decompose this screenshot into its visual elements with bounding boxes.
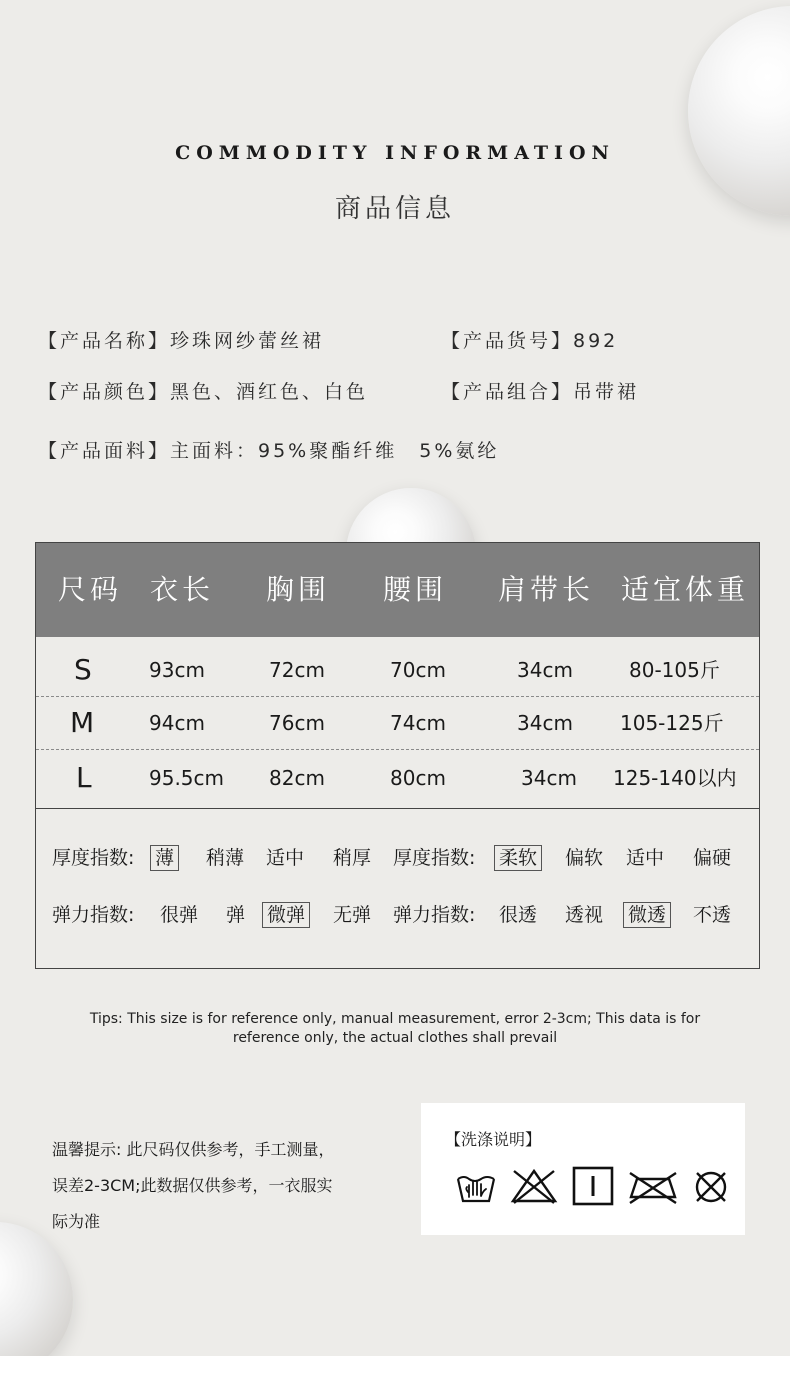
softness-option: 适中 — [626, 847, 665, 869]
elasticity-label: 弹力指数: — [52, 904, 135, 926]
do-not-dry-clean-icon — [691, 1165, 731, 1207]
table-row — [36, 697, 759, 750]
product-colors: 【产品颜色】黑色、酒红色、白色 — [38, 381, 369, 403]
transparency-option: 很透 — [499, 904, 538, 926]
product-item-number: 【产品货号】892 — [441, 330, 619, 352]
size-table — [35, 542, 760, 969]
bust-value: 72cm — [269, 658, 325, 682]
weight-value: 80-105斤 — [629, 658, 720, 682]
table-row — [36, 644, 759, 697]
weight-value: 105-125斤 — [620, 711, 724, 735]
length-value: 95.5cm — [149, 766, 225, 790]
waist-value: 80cm — [390, 766, 446, 790]
size-tips — [75, 1010, 715, 1048]
washing-instructions — [421, 1103, 745, 1235]
softness-option-selected: 柔软 — [494, 845, 542, 871]
tips-line: Tips: This size is for reference only, manual measurement, error 2-3cm; This data is for — [89, 1011, 701, 1027]
product-combination: 【产品组合】吊带裙 — [441, 381, 640, 403]
product-fabric: 【产品面料】主面料：95%聚酯纤维 5%氨纶 — [38, 440, 500, 462]
size-label: M — [70, 706, 95, 739]
transparency-option: 不透 — [693, 904, 732, 926]
thickness-label: 厚度指数: — [52, 847, 135, 869]
size-label: S — [74, 653, 92, 686]
transparency-label: 弹力指数: — [393, 904, 476, 926]
table-row — [36, 752, 759, 804]
reminder-line: 际为准 — [52, 1212, 101, 1231]
header-weight: 适宜体重 — [621, 573, 750, 606]
strap-value: 34cm — [517, 711, 573, 735]
elasticity-option: 很弹 — [160, 904, 199, 926]
washing-title: 【洗涤说明】 — [445, 1130, 542, 1149]
strap-value: 34cm — [521, 766, 577, 790]
header-strap-length: 肩带长 — [498, 573, 595, 606]
header-size: 尺码 — [58, 573, 123, 606]
thickness-option: 稍薄 — [206, 847, 245, 869]
header-length: 衣长 — [150, 573, 215, 606]
pearl-decoration — [0, 1222, 73, 1356]
header-bust: 胸围 — [266, 573, 331, 606]
pearl-decoration — [688, 6, 790, 216]
thickness-option: 稍厚 — [333, 847, 372, 869]
softness-option: 偏硬 — [693, 847, 732, 869]
transparency-option: 透视 — [565, 904, 604, 926]
product-name: 【产品名称】珍珠网纱蕾丝裙 — [38, 330, 325, 352]
english-title: COMMODITY INFORMATION — [175, 142, 615, 164]
bust-value: 76cm — [269, 711, 325, 735]
header-waist: 腰围 — [383, 573, 448, 606]
softness-label: 厚度指数: — [393, 847, 476, 869]
size-label: L — [76, 761, 92, 794]
thickness-option-selected: 薄 — [150, 845, 179, 871]
reminder-line: 温馨提示: 此尺码仅供参考，手工测量， — [52, 1140, 335, 1159]
reminder-line: 误差2-3CM;此数据仅供参考，一衣服实 — [52, 1176, 333, 1195]
chinese-title: 商品信息 — [334, 194, 455, 224]
softness-option: 偏软 — [565, 847, 604, 869]
weight-value: 125-140以内 — [613, 766, 737, 790]
elasticity-option: 弹 — [226, 904, 246, 926]
bust-value: 82cm — [269, 766, 325, 790]
hand-wash-icon — [455, 1165, 497, 1207]
tips-line: reference only, the actual clothes shall prevail — [232, 1030, 558, 1046]
elasticity-option-selected: 微弹 — [262, 902, 310, 928]
line-dry-icon — [571, 1165, 615, 1207]
table-divider — [36, 808, 759, 809]
table-header — [36, 543, 759, 637]
waist-value: 74cm — [390, 711, 446, 735]
transparency-option-selected: 微透 — [623, 902, 671, 928]
length-value: 94cm — [149, 711, 205, 735]
strap-value: 34cm — [517, 658, 573, 682]
elasticity-option: 无弹 — [333, 904, 372, 926]
do-not-bleach-icon — [509, 1165, 559, 1207]
length-value: 93cm — [149, 658, 205, 682]
waist-value: 70cm — [390, 658, 446, 682]
do-not-iron-icon — [627, 1165, 679, 1207]
thickness-option: 适中 — [266, 847, 305, 869]
